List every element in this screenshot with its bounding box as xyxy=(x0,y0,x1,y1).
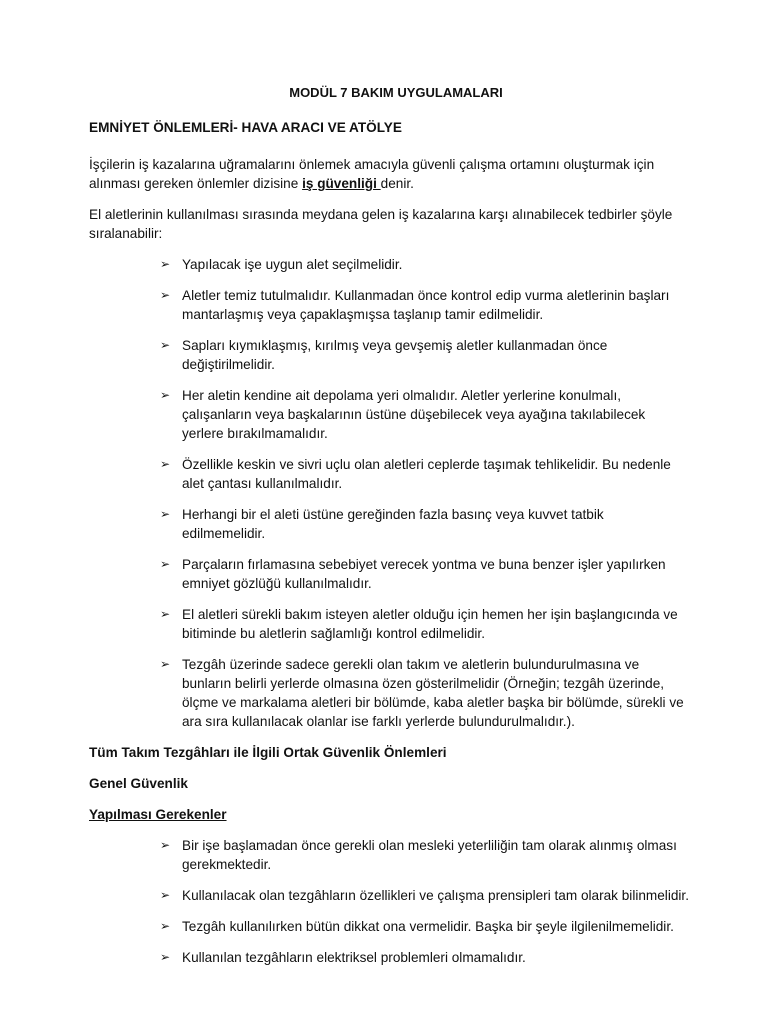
list-item xyxy=(160,555,689,593)
list-item xyxy=(160,255,689,274)
intro-paragraph xyxy=(89,155,689,193)
document-page xyxy=(89,83,689,979)
section-heading-safety: EMNİYET ÖNLEMLERİ- HAVA ARACI VE ATÖLYE xyxy=(89,120,402,135)
arrow-bullet-icon: ➢ xyxy=(160,557,171,571)
arrow-bullet-icon: ➢ xyxy=(160,950,171,964)
arrow-bullet-icon: ➢ xyxy=(160,838,171,852)
hand-tools-bullet-list xyxy=(89,255,689,731)
list-item xyxy=(160,655,689,731)
arrow-bullet-icon: ➢ xyxy=(160,288,171,302)
list-item xyxy=(160,948,689,967)
arrow-bullet-icon: ➢ xyxy=(160,919,171,933)
list-item-text: Sapları kıymıklaşmış, kırılmış veya gevşemiş aletler kullanmadan önce değiştirilmelidir. xyxy=(182,338,608,372)
list-item xyxy=(160,336,689,374)
list-item xyxy=(160,286,689,324)
list-item-text: Her aletin kendine ait depolama yeri olmalıdır. Aletler yerlerine konulmalı, çalışanların veya başkalarının üstüne düşebilecek veya ayağına takılabilecek yerlere bırakılmamalıdır. xyxy=(182,388,646,441)
arrow-bullet-icon: ➢ xyxy=(160,257,171,271)
list-item xyxy=(160,505,689,543)
list-item-text: Kullanılan tezgâhların elektriksel problemleri olmamalıdır. xyxy=(182,950,526,965)
list-item xyxy=(160,886,689,905)
list-item-text: Tezgâh üzerinde sadece gerekli olan takım ve aletlerin bulundurulmasına ve bunların belirli yerlerde olmasına özen gösterilmelidir (Örneğin; tezgâh üzerinde, ölçme ve markalama aletleri bir bölümde, kaba aletler başka bir bölümde, sürekli ve ara sıra kullanılacak olanlar ise farklı yerlerde bulundurulmalıdır.). xyxy=(182,657,684,729)
list-item-text: El aletleri sürekli bakım isteyen aletler olduğu için hemen her işin başlangıcında ve bitiminde bu aletlerin sağlamlığı kontrol edilmelidir. xyxy=(182,607,678,641)
arrow-bullet-icon: ➢ xyxy=(160,888,171,902)
hand-tools-paragraph: El aletlerinin kullanılması sırasında meydana gelen iş kazalarına karşı alınabilecek tedbirler şöyle sıralanabilir: xyxy=(89,207,673,241)
subheading-requirements xyxy=(89,805,689,824)
arrow-bullet-icon: ➢ xyxy=(160,657,171,671)
arrow-bullet-icon: ➢ xyxy=(160,507,171,521)
arrow-bullet-icon: ➢ xyxy=(160,388,171,402)
arrow-bullet-icon: ➢ xyxy=(160,607,171,621)
subheading-requirements-text: Yapılması Gerekenler xyxy=(89,807,227,822)
list-item xyxy=(160,455,689,493)
list-item-text: Tezgâh kullanılırken bütün dikkat ona vermelidir. Başka bir şeyle ilgilenilmemelidir. xyxy=(182,919,674,934)
arrow-bullet-icon: ➢ xyxy=(160,457,171,471)
list-item-text: Kullanılacak olan tezgâhların özellikleri ve çalışma prensipleri tam olarak bilinmelidir. xyxy=(182,888,689,903)
document-title: MODÜL 7 BAKIM UYGULAMALARI xyxy=(289,85,503,100)
list-item xyxy=(160,386,689,443)
section-heading-machine-tools: Tüm Takım Tezgâhları ile İlgili Ortak Güvenlik Önlemleri xyxy=(89,745,447,760)
intro-text-before: İşçilerin iş kazalarına uğramalarını önlemek amacıyla güvenli çalışma ortamını oluşturmak için alınması gereken önlemler dizisine xyxy=(89,157,655,191)
list-item xyxy=(160,605,689,643)
machine-tools-bullet-list xyxy=(89,836,689,967)
arrow-bullet-icon: ➢ xyxy=(160,338,171,352)
intro-term: iş güvenliği xyxy=(302,176,381,191)
intro-text-after: denir. xyxy=(380,176,414,191)
list-item-text: Bir işe başlamadan önce gerekli olan mesleki yeterliliğin tam olarak alınmış olması gerekmektedir. xyxy=(182,838,677,872)
list-item xyxy=(160,836,689,874)
list-item-text: Özellikle keskin ve sivri uçlu olan aletleri ceplerde taşımak tehlikelidir. Bu nedenle alet çantası kullanılmalıdır. xyxy=(182,457,671,491)
list-item-text: Parçaların fırlamasına sebebiyet verecek yontma ve buna benzer işler yapılırken emniyet gözlüğü kullanılmalıdır. xyxy=(182,557,666,591)
list-item-text: Yapılacak işe uygun alet seçilmelidir. xyxy=(182,257,403,272)
list-item-text: Herhangi bir el aleti üstüne gereğinden fazla basınç veya kuvvet tatbik edilmemelidir. xyxy=(182,507,604,541)
subheading-general-safety: Genel Güvenlik xyxy=(89,776,188,791)
list-item-text: Aletler temiz tutulmalıdır. Kullanmadan önce kontrol edip vurma aletlerinin başları mantarlaşmış veya çapaklaşmışsa taşlanıp tamir edilmelidir. xyxy=(182,288,670,322)
list-item xyxy=(160,917,689,936)
